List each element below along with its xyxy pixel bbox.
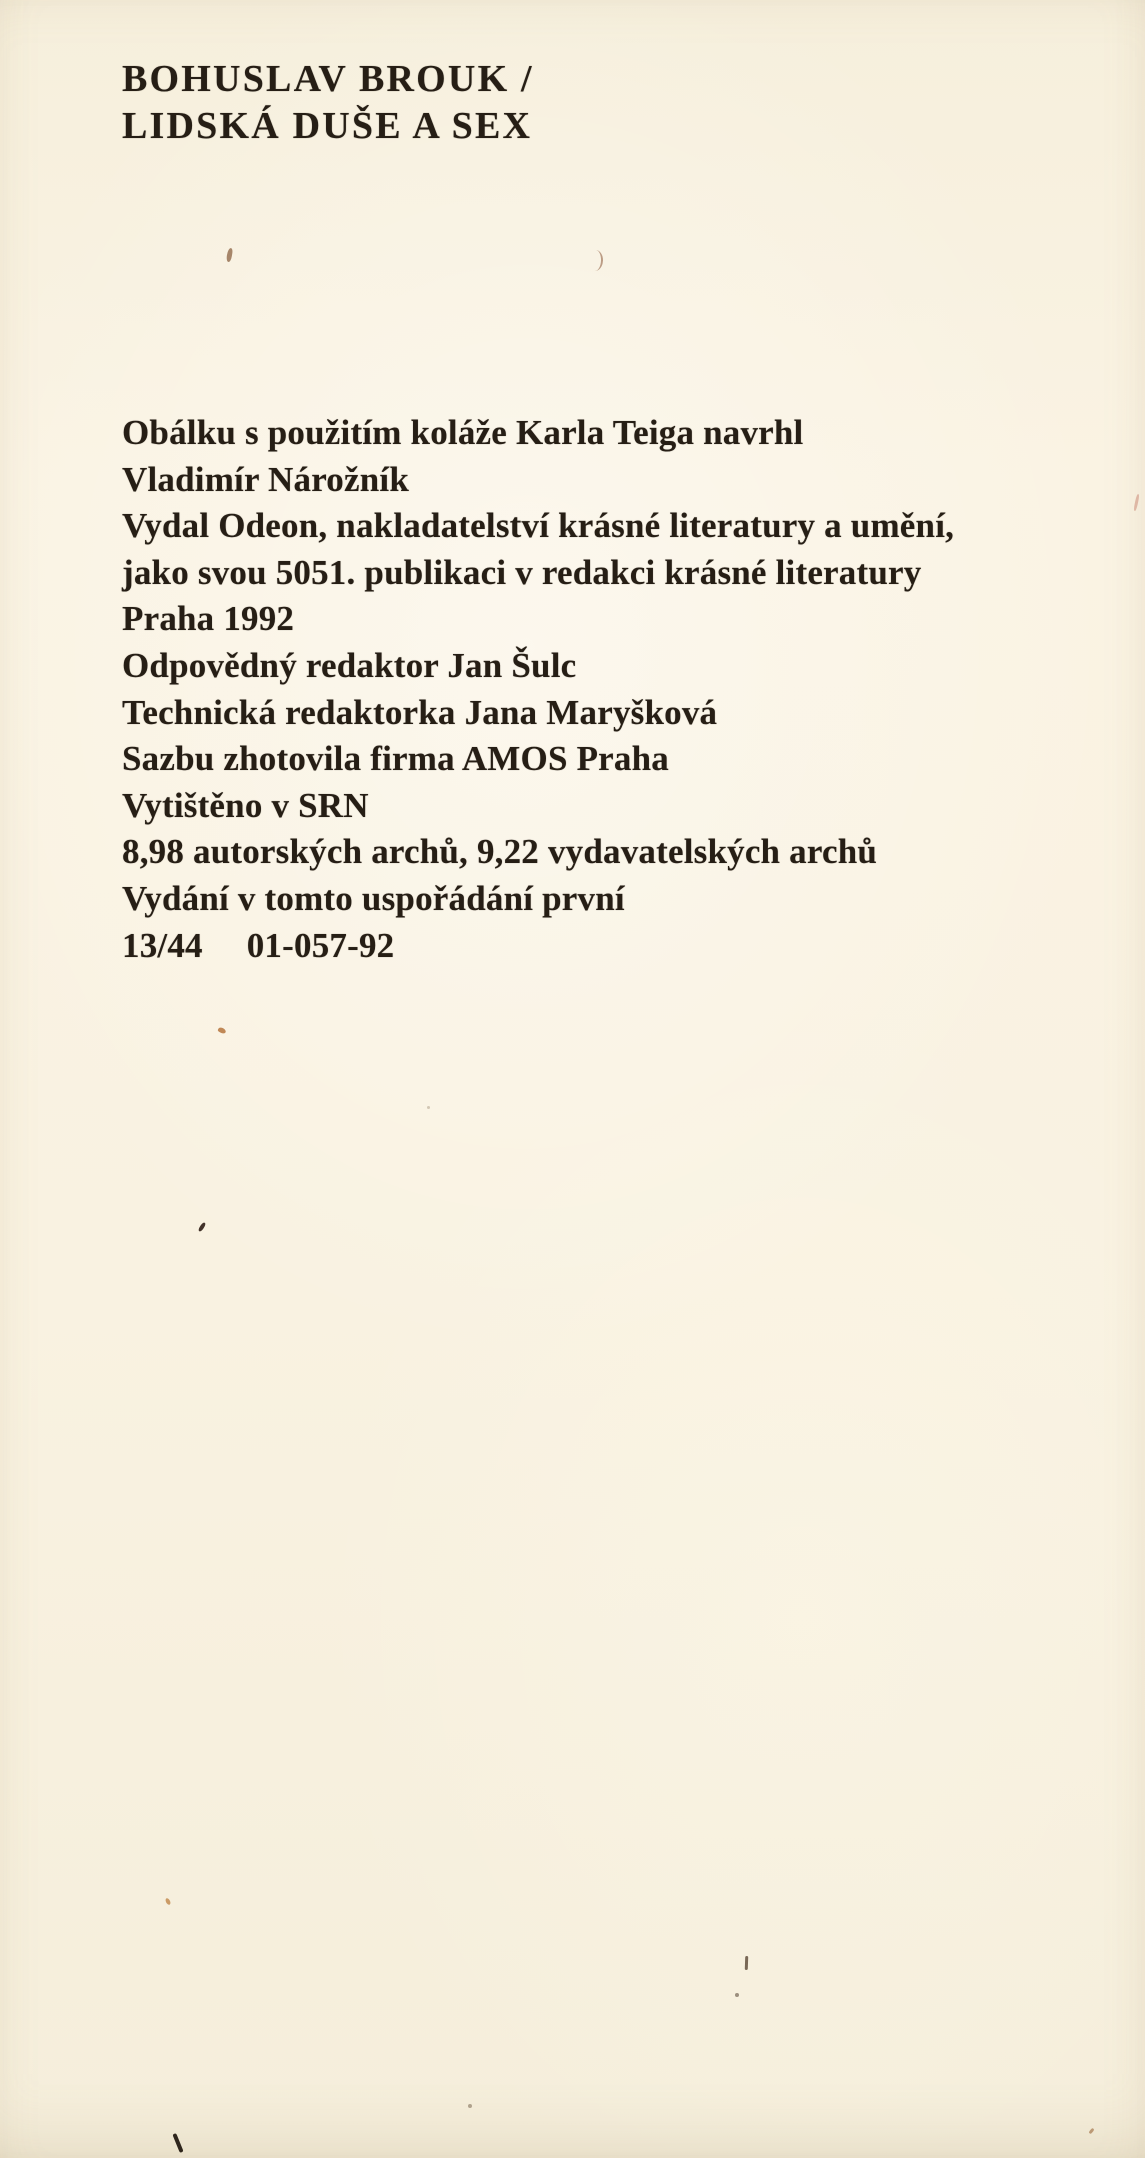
paper-speck bbox=[165, 1897, 172, 1905]
book-title-author-line: BOHUSLAV BROUK / bbox=[122, 58, 534, 100]
paper-speck bbox=[745, 1956, 748, 1970]
paper-speck bbox=[592, 250, 604, 271]
paper-speck bbox=[468, 2104, 472, 2108]
colophon-line-cover-design: Obálku s použitím koláže Karla Teiga navrhl bbox=[122, 413, 804, 452]
paper-speck bbox=[198, 1222, 207, 1233]
colophon-line-edition: Vydání v tomto uspořádání první bbox=[122, 878, 625, 918]
colophon-line-sheets: 8,98 autorských archů, 9,22 vydavatelských archů bbox=[122, 832, 878, 872]
book-title bbox=[122, 56, 534, 150]
paper-speck bbox=[226, 248, 233, 263]
paper-speck bbox=[217, 1026, 226, 1034]
paper-speck bbox=[1133, 494, 1139, 511]
paper-speck bbox=[1088, 2128, 1094, 2135]
colophon-block bbox=[122, 410, 954, 969]
paper-speck bbox=[735, 1993, 739, 1997]
colophon-line-technical-editor: Technická redaktorka Jana Maryšková bbox=[122, 692, 718, 732]
colophon-line-responsible-editor: Odpovědný redaktor Jan Šulc bbox=[122, 645, 577, 685]
colophon-line-place-year: Praha 1992 bbox=[122, 599, 295, 639]
order-number: 01-057-92 bbox=[246, 925, 395, 965]
colophon-line-publication-number: jako svou 5051. publikaci v redakci krásné literatury bbox=[122, 552, 922, 592]
colophon-line-typesetting: Sazbu zhotovila firma AMOS Praha bbox=[122, 739, 669, 779]
paper-speck bbox=[172, 2133, 183, 2153]
edition-code: 13/44 bbox=[122, 925, 203, 965]
colophon-line-publisher: Vydal Odeon, nakladatelství krásné literatury a umění, bbox=[122, 506, 955, 546]
colophon-line-printed-in: Vytištěno v SRN bbox=[122, 785, 369, 825]
paper-speck bbox=[427, 1106, 430, 1109]
colophon-line-catalog bbox=[122, 923, 954, 970]
colophon-line-designer: Vladimír Nárožník bbox=[122, 459, 409, 499]
book-title-name-line: LIDSKÁ DUŠE A SEX bbox=[122, 105, 533, 147]
